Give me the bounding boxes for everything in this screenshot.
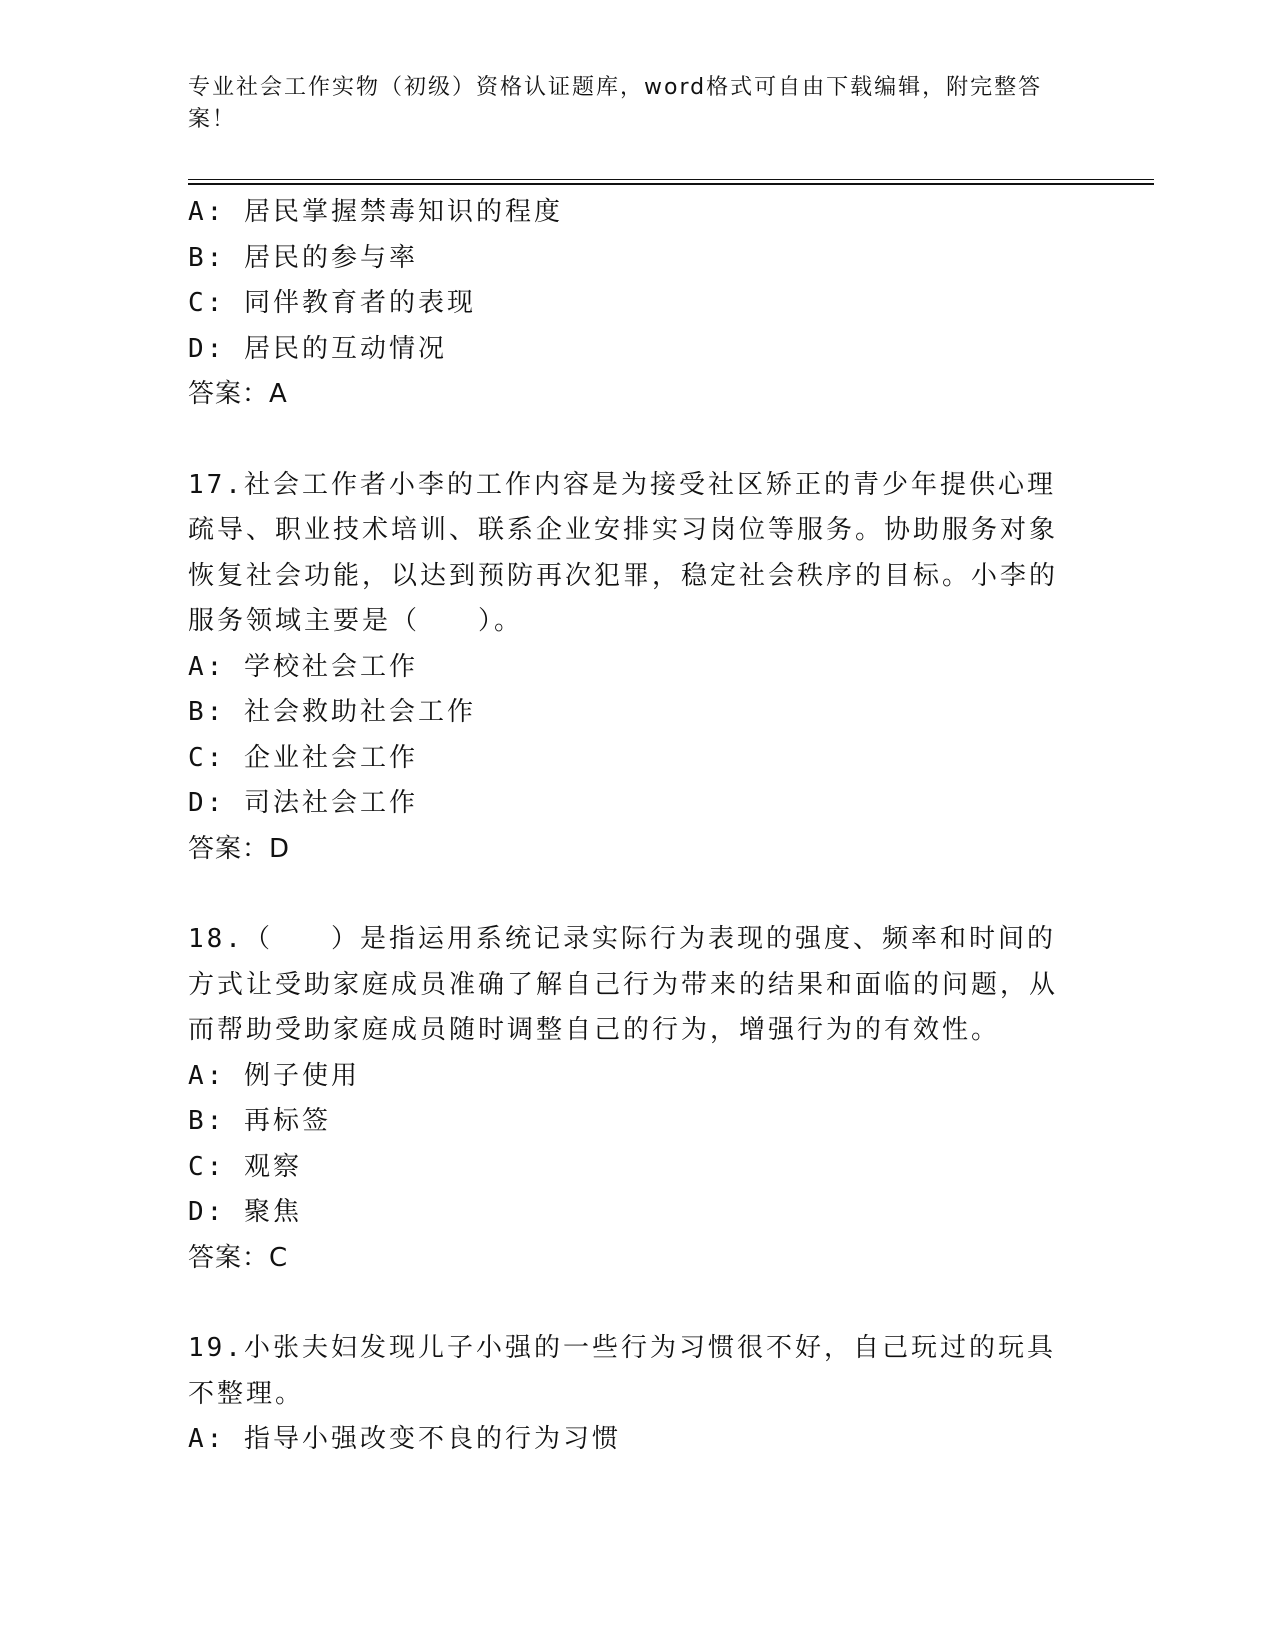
question-text: 18.（ ）是指运用系统记录实际行为表现的强度、频率和时间的方式让受助家庭成员准确了解自己行为带来的结果和面临的问题，从而帮助受助家庭成员随时调整自己的行为，增强行为的有效性。 bbox=[188, 924, 1059, 1045]
answer-label: 答案：C bbox=[188, 1242, 289, 1273]
option-a: A: 居民掌握禁毒知识的程度 bbox=[188, 197, 563, 227]
header-divider bbox=[188, 179, 1154, 180]
answer-label: 答案：A bbox=[188, 379, 288, 409]
option-b: B: 居民的参与率 bbox=[188, 242, 418, 273]
question-block bbox=[188, 1326, 1088, 1463]
option-c: C: 同伴教育者的表现 bbox=[188, 288, 476, 318]
question-block bbox=[188, 463, 1088, 873]
option-c: C: 观察 bbox=[188, 1151, 302, 1182]
spacer bbox=[188, 418, 1088, 463]
question-block bbox=[188, 190, 1088, 418]
question-list bbox=[188, 190, 1088, 1463]
option-b: B: 再标签 bbox=[188, 1106, 331, 1136]
question-block bbox=[188, 917, 1088, 1281]
option-a: A: 指导小强改变不良的行为习惯 bbox=[188, 1424, 621, 1454]
header-divider-thick bbox=[188, 183, 1154, 185]
spacer bbox=[188, 872, 1088, 917]
option-c: C: 企业社会工作 bbox=[188, 742, 418, 773]
option-d: D: 聚焦 bbox=[188, 1197, 302, 1227]
option-a: A: 例子使用 bbox=[188, 1060, 360, 1091]
option-b: B: 社会救助社会工作 bbox=[188, 697, 476, 727]
option-a: A: 学校社会工作 bbox=[188, 651, 418, 682]
option-d: D: 居民的互动情况 bbox=[188, 333, 447, 364]
answer-label: 答案：D bbox=[188, 833, 291, 864]
question-text: 17.社会工作者小李的工作内容是为接受社区矫正的青少年提供心理疏导、职业技术培训、联系企业安排实习岗位等服务。协助服务对象恢复社会功能，以达到预防再次犯罪，稳定社会秩序的目标。小李的服务领域主要是（ ）。 bbox=[188, 469, 1059, 636]
question-text: 19.小张夫妇发现儿子小强的一些行为习惯很不好，自己玩过的玩具不整理。 bbox=[188, 1333, 1056, 1409]
page-header: 专业社会工作实物（初级）资格认证题库，word格式可自由下载编辑，附完整答案！ bbox=[188, 75, 1043, 132]
spacer bbox=[188, 1281, 1088, 1326]
option-d: D: 司法社会工作 bbox=[188, 788, 418, 818]
